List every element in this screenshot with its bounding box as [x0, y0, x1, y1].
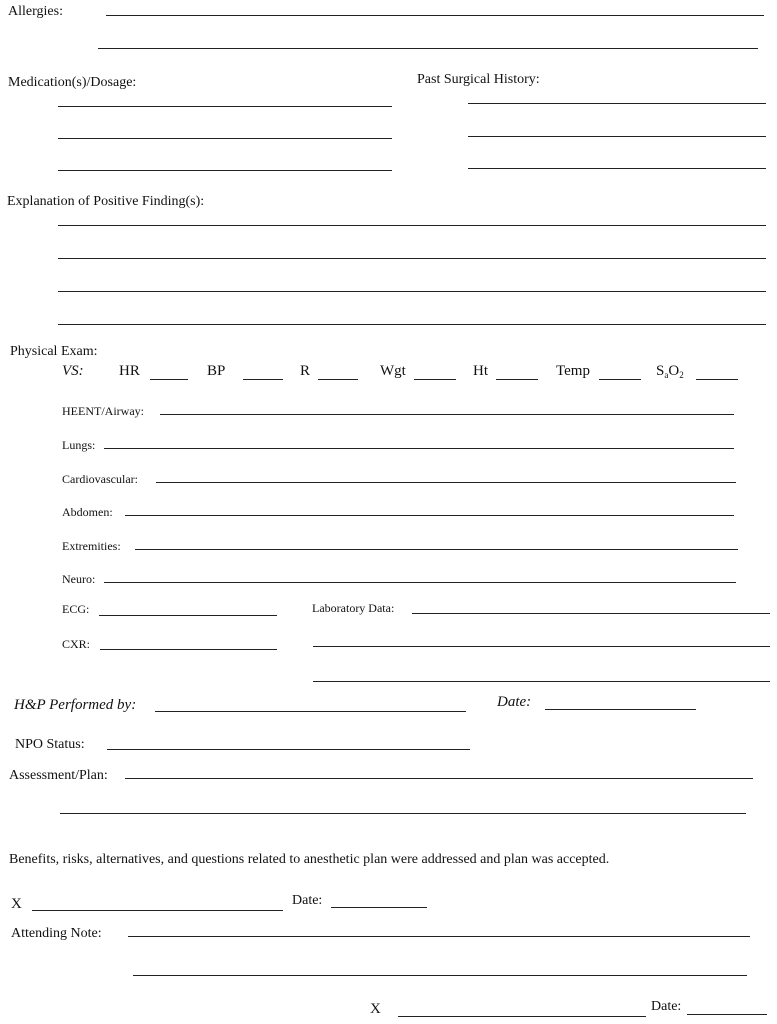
r-label: R: [300, 363, 311, 379]
allergies-line-2[interactable]: [98, 48, 758, 49]
bp-line[interactable]: [243, 379, 283, 380]
sao2-s: S: [656, 363, 665, 379]
hp-performed-line[interactable]: [155, 711, 466, 712]
wgt-line[interactable]: [414, 379, 456, 380]
cardio-line[interactable]: [156, 482, 736, 483]
assessment-line-2[interactable]: [60, 813, 746, 814]
cxr-line[interactable]: [100, 649, 277, 650]
extremities-label: Extremities:: [62, 539, 121, 553]
signature-date-line-2[interactable]: [687, 1014, 767, 1015]
past-surgical-line-1[interactable]: [468, 103, 766, 104]
ht-label: Ht: [473, 363, 488, 379]
npo-label: NPO Status:: [15, 737, 85, 752]
positive-findings-line-4[interactable]: [58, 324, 766, 325]
cxr-label: CXR:: [62, 637, 91, 651]
sao2-a: a: [664, 370, 669, 380]
positive-findings-line-1[interactable]: [58, 225, 766, 226]
npo-line[interactable]: [107, 749, 470, 750]
lungs-label: Lungs:: [62, 438, 96, 452]
lab-label: Laboratory Data:: [312, 601, 395, 615]
hp-performed-label: H&P Performed by:: [14, 697, 137, 713]
sao2-o: O: [668, 363, 680, 379]
neuro-line[interactable]: [104, 582, 736, 583]
medications-line-3[interactable]: [58, 170, 392, 171]
r-line[interactable]: [318, 379, 358, 380]
signature-x-2: X: [370, 1001, 381, 1017]
heent-line[interactable]: [160, 414, 734, 415]
assessment-label: Assessment/Plan:: [9, 768, 108, 783]
heent-label: HEENT/Airway:: [62, 404, 144, 418]
signature-date-label-2: Date:: [651, 999, 682, 1014]
hp-date-line[interactable]: [545, 709, 696, 710]
hr-label: HR: [119, 363, 140, 379]
extremities-line[interactable]: [135, 549, 738, 550]
attending-note-line-2[interactable]: [133, 975, 747, 976]
signature-line-1[interactable]: [32, 910, 283, 911]
sao2-line[interactable]: [696, 379, 738, 380]
medications-line-1[interactable]: [58, 106, 392, 107]
allergies-line-1[interactable]: [106, 15, 764, 16]
lab-line-1[interactable]: [412, 613, 770, 614]
temp-label: Temp: [556, 363, 590, 379]
cardio-label: Cardiovascular:: [62, 472, 138, 486]
sao2-label: [656, 364, 684, 380]
signature-line-2[interactable]: [398, 1016, 646, 1017]
physical-exam-label: Physical Exam:: [10, 344, 98, 359]
hr-line[interactable]: [150, 379, 188, 380]
attending-note-line-1[interactable]: [128, 936, 750, 937]
signature-date-label-1: Date:: [292, 893, 323, 908]
positive-findings-line-3[interactable]: [58, 291, 766, 292]
lungs-line[interactable]: [104, 448, 734, 449]
signature-date-line-1[interactable]: [331, 907, 427, 908]
neuro-label: Neuro:: [62, 572, 96, 586]
medications-line-2[interactable]: [58, 138, 392, 139]
medications-label: Medication(s)/Dosage:: [8, 75, 137, 90]
positive-findings-line-2[interactable]: [58, 258, 766, 259]
past-surgical-label: Past Surgical History:: [417, 72, 540, 87]
positive-findings-label: Explanation of Positive Finding(s):: [7, 194, 205, 209]
assessment-line-1[interactable]: [125, 778, 753, 779]
allergies-label: Allergies:: [8, 4, 63, 19]
bp-label: BP: [207, 363, 226, 379]
benefits-statement: Benefits, risks, alternatives, and questions related to anesthetic plan were addressed and plan was accepted.: [9, 852, 610, 867]
attending-note-label: Attending Note:: [11, 926, 102, 941]
past-surgical-line-3[interactable]: [468, 168, 766, 169]
ecg-line[interactable]: [99, 615, 277, 616]
temp-line[interactable]: [599, 379, 641, 380]
lab-line-2[interactable]: [313, 646, 770, 647]
signature-x-1: X: [11, 896, 22, 912]
ht-line[interactable]: [496, 379, 538, 380]
lab-line-3[interactable]: [313, 681, 770, 682]
past-surgical-line-2[interactable]: [468, 136, 766, 137]
vs-label: VS:: [62, 363, 84, 379]
abdomen-line[interactable]: [125, 515, 734, 516]
abdomen-label: Abdomen:: [62, 505, 113, 519]
ecg-label: ECG:: [62, 602, 90, 616]
sao2-2: 2: [679, 370, 684, 380]
hp-date-label: Date:: [497, 694, 532, 710]
wgt-label: Wgt: [380, 363, 406, 379]
